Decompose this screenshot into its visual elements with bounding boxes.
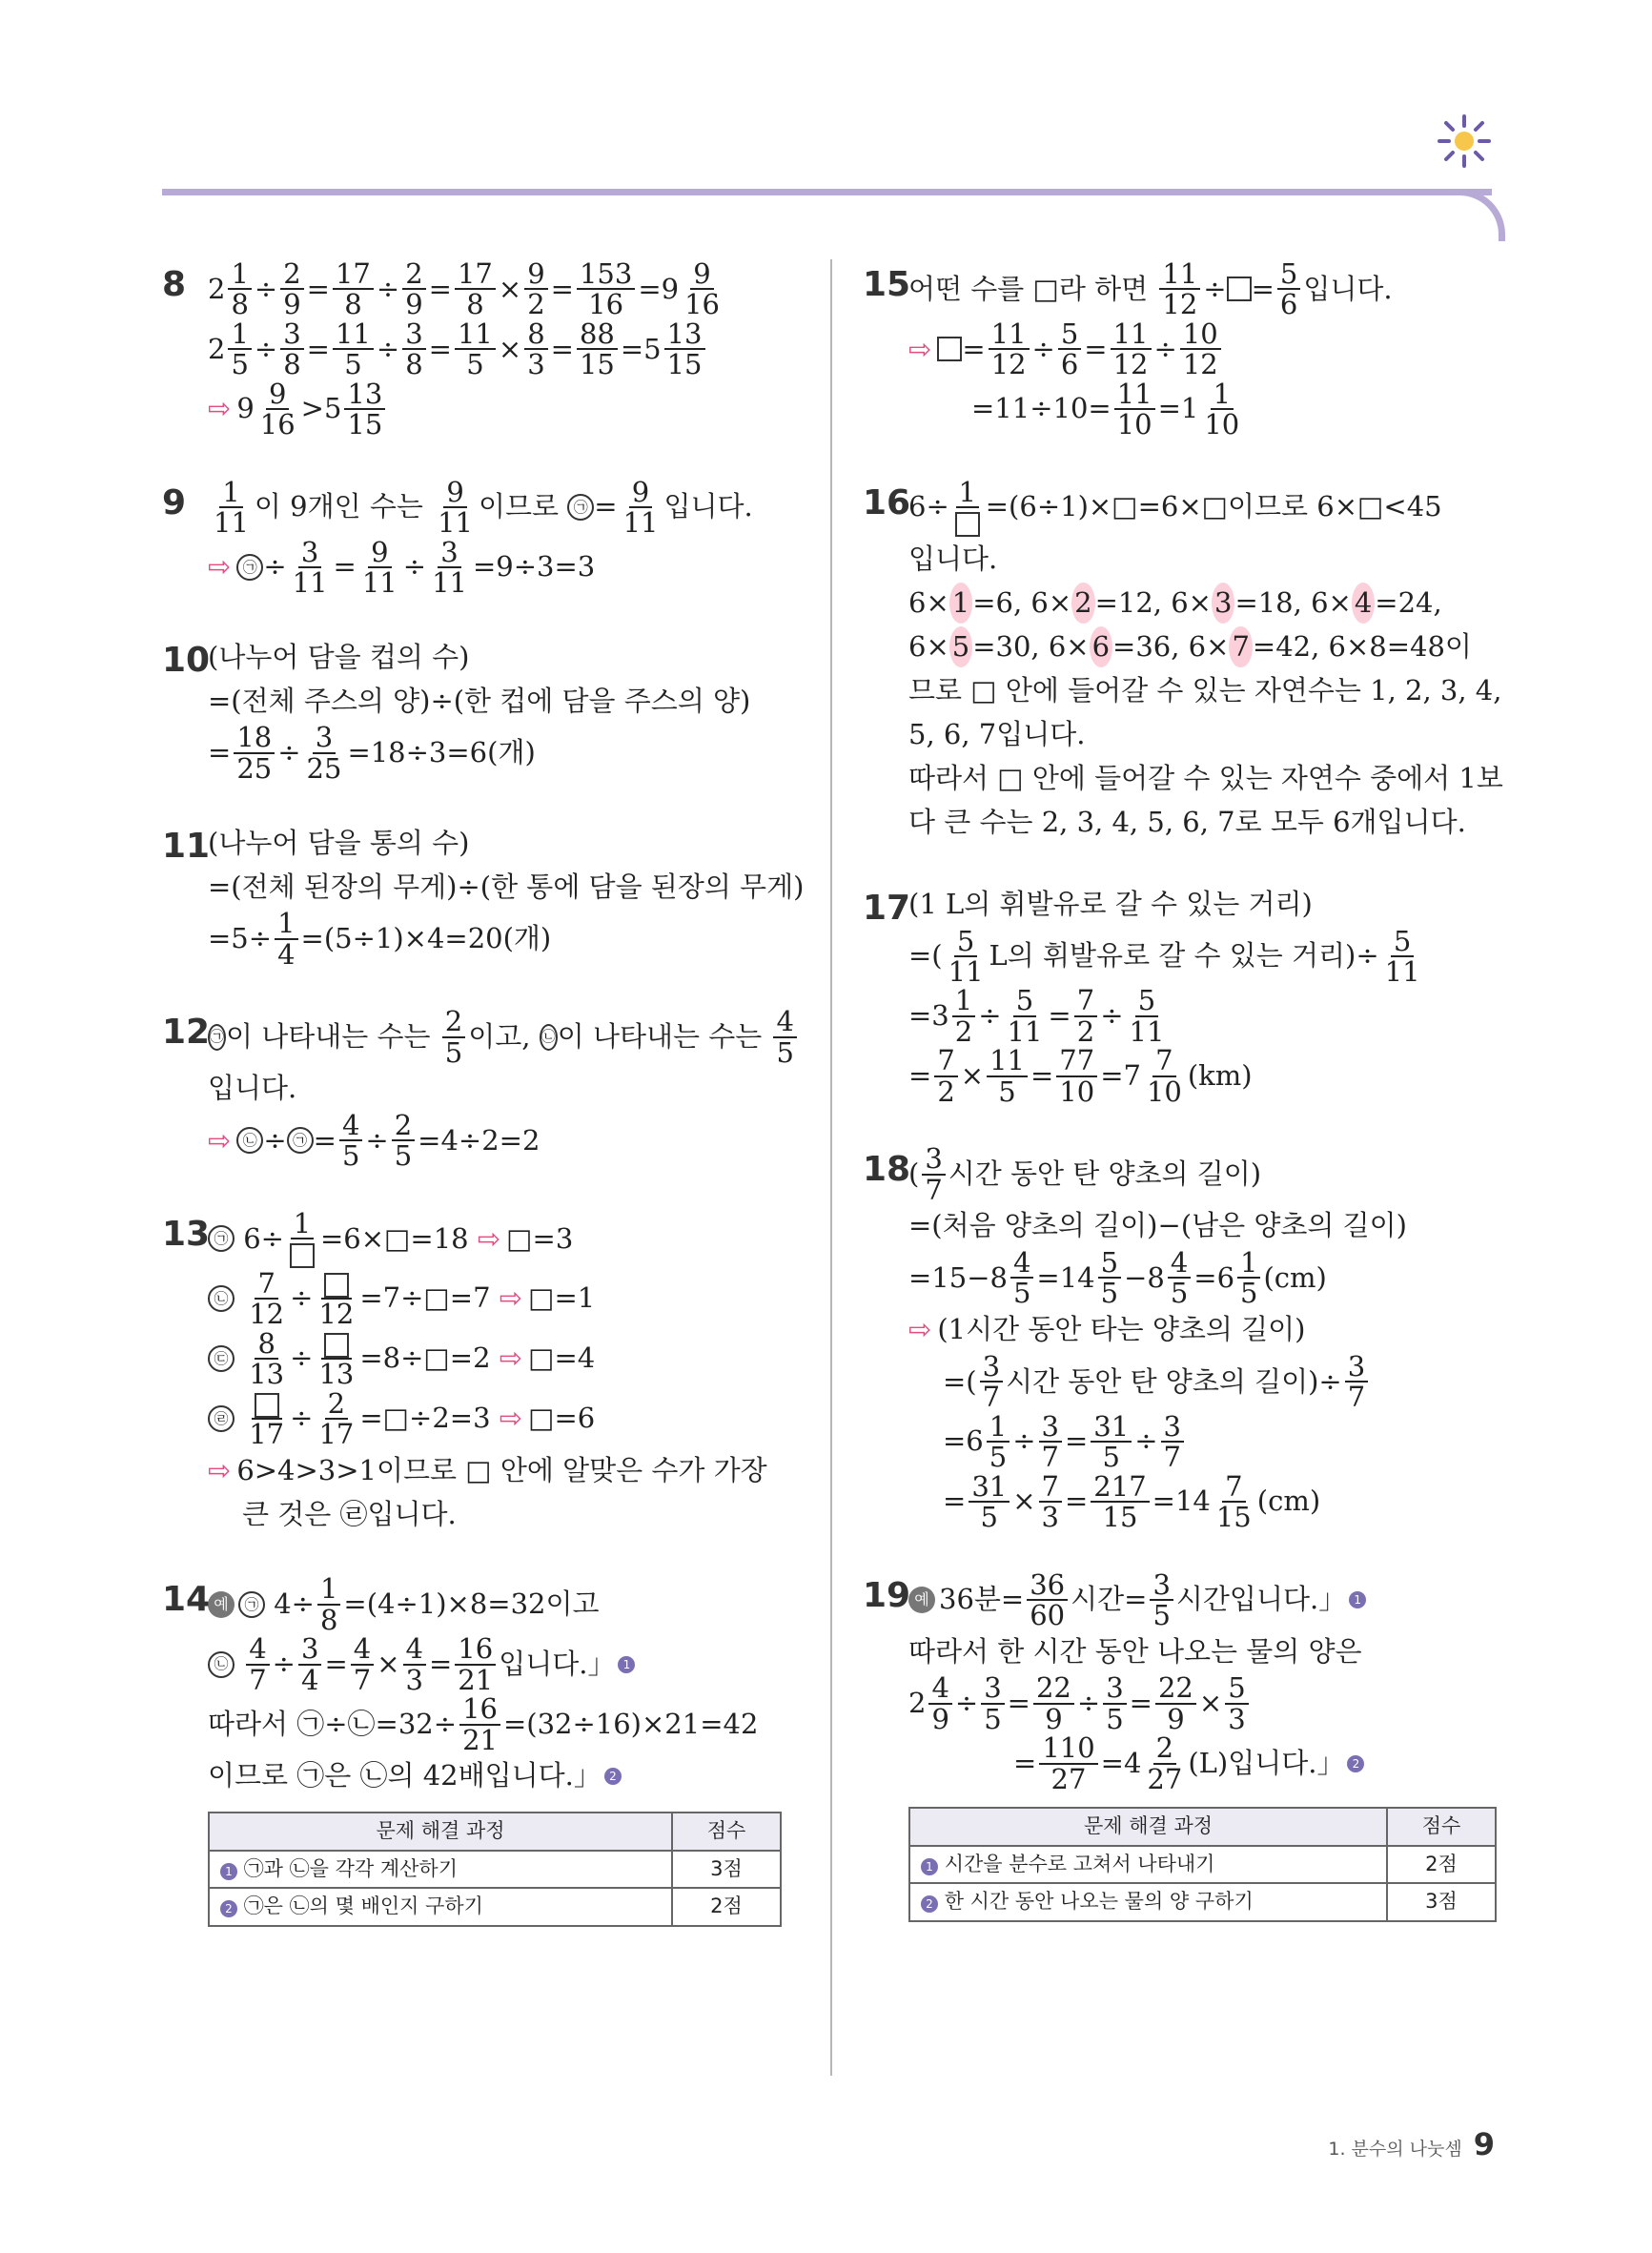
arrow-icon: ⇨ [208,550,232,584]
chapter-title: 1. 분수의 나눗셈 [1328,2139,1462,2160]
text: (cm) [1256,1485,1321,1518]
score-table [208,1812,782,1927]
text-line: 다 큰 수는 2, 3, 4, 5, 6, 7로 모두 6개입니다. [908,805,1466,838]
text-line: 입니다. [208,1072,297,1105]
answer-line: ⇨ 9 $\frac{9}{16}$ >5 $\frac{13}{15}$ [208,379,782,440]
text: (cm) [1263,1260,1327,1294]
text-line [208,1754,782,1798]
text: 이고, [468,1019,531,1053]
example-badge: 예 [908,1587,935,1613]
step-marker-1: 1 [1349,1591,1366,1608]
text-line: (나누어 담을 통의 수) [208,826,470,859]
problem-12 [162,1005,794,1173]
answer-line: ⇨ ㉡ ÷ ㉠ = $\frac{4}{5}$ ÷ $\frac{2}{5}$ =4÷2=2 [208,1109,540,1173]
math-line: =15−8 $\frac{4}{5}$ =14 $\frac{5}{5}$ −8 $\frac{4}{5}$ =6 $\frac{1}{5}$ (cm) [908,1246,1327,1310]
text: 이 나타내는 수는 [226,1019,431,1053]
text-line: 따라서 한 시간 동안 나오는 물의 양은 [908,1634,1362,1668]
answer-line: ⇨ = $\frac{11}{12}$ ÷ $\frac{5}{6}$ = $\frac{11}{12}$ ÷ $\frac{10}{12}$ [908,319,1497,379]
arrow-icon: ⇨ [908,332,932,365]
math-line: ㉠ 이 나타내는 수는 $\frac{2}{5}$ 이고, ㉡ 이 나타내는 수는 $\frac{4}{5}$ [208,1007,782,1067]
problem-19 [863,1567,1497,1922]
text: □=1 [528,1281,596,1315]
text: =8÷□=2 [359,1342,491,1375]
math-line: = $\frac{7}{2}$ × $\frac{11}{5}$ = $\frac{77}{10}$ =7 $\frac{7}{10}$ (km) [908,1044,1253,1108]
text: =6×□=18 [319,1221,469,1255]
text: 따라서 ㉠÷㉡=32÷ [208,1707,458,1740]
text: (km) [1187,1058,1253,1092]
answer-line [208,1448,782,1492]
text: =11÷10= [971,392,1112,425]
problem-number: 12 [162,1013,211,1053]
math-line: ㉠ 6÷ 1 =6×□=18 ⇨ □=3 [208,1209,782,1269]
math-line: =( $\frac{3}{7}$ 시간 동안 탄 양초의 길이 )÷ $\frac{3}{7}$ [908,1352,1497,1412]
text: 시간 동안 탄 양초의 길이 [948,1157,1251,1190]
left-column [162,257,805,1927]
text-line: 입니다. [908,542,998,575]
problem-9 [162,475,782,599]
text: □=3 [506,1221,574,1255]
problem-number: 11 [162,827,211,867]
step-marker-1: 1 [618,1656,635,1673]
text-line: =(전체 주스의 양)÷(한 컵에 담을 주스의 양) [208,684,751,717]
math-line: = $\frac{31}{5}$ × $\frac{7}{3}$ = $\frac{217}{15}$ =14 $\frac{7}{15}$ (cm) [943,1469,1321,1534]
text: 이므로 ㉠은 ㉡의 42배입니다.」 [208,1759,602,1792]
column-divider [830,259,832,2076]
text: L의 휘발유로 갈 수 있는 거리 [989,939,1346,973]
table-row: 1 시간을 분수로 고쳐서 나타내기 2점 [909,1846,1496,1884]
problem-17 [863,883,1497,1107]
score-table [908,1807,1497,1922]
text-line: (1 L의 휘발유로 갈 수 있는 거리) [908,887,1313,920]
table-row: 2 ㉠은 ㉡의 몇 배인지 구하기 2점 [209,1888,781,1926]
page-number: 9 [1473,2126,1495,2162]
math-line: 6× 5 =30, 6× 6 =36, 6× 7 =42, 6×8=48이 [908,625,1497,669]
page-footer [1328,2126,1495,2162]
problem-15 [863,259,1497,440]
problem-number: 15 [863,265,911,304]
header-rule [162,189,1492,195]
math-line: 6÷ 1 =(6÷1)×□=6×□이므로 6×□<45 [908,478,1497,538]
text-line: 5, 6, 7입니다. [908,717,1086,750]
header-rule-curve [1430,189,1505,241]
problem-14 [162,1574,782,1926]
answer-line [908,1308,1497,1352]
text: □=4 [528,1342,596,1375]
math-line: 어떤 수를 □라 하면 $\frac{11}{12}$ ÷ = $\frac{5}{6}$ 입니다. [908,257,1393,321]
problem-number: 8 [162,265,187,304]
math-line: 6× 1 =6, 6× 2 =12, 6× 3 =18, 6× 4 =24, [908,582,1497,625]
answer-line: ⇨ ㉠ ÷ $\frac{3}{11}$ = $\frac{9}{11}$ ÷ $\frac{3}{11}$ =9÷3=3 [208,535,596,599]
math-line: = $\frac{18}{25}$ ÷ $\frac{3}{25}$ =18÷3=6(개) [208,721,536,785]
text: 이므로 [479,490,560,523]
text: =(32÷16)×21=42 [502,1707,759,1740]
math-line: ㉣ 17 ÷ $\frac{2}{17}$ =□÷2=3 ⇨ □=6 [208,1389,782,1449]
text: 입니다. [1303,272,1393,305]
text-line: 따라서 □ 안에 들어갈 수 있는 자연수 중에서 1보 [908,761,1503,794]
text: 36분= [939,1583,1025,1616]
table-header: 문제 해결 과정 [209,1813,672,1851]
example-badge: 예 [208,1591,235,1618]
text: 시간입니다.」 [1175,1583,1347,1616]
table-header: 점수 [1387,1808,1496,1846]
sun-icon [1438,114,1491,168]
text: 입니다.」 [499,1647,616,1680]
text: =18÷3=6(개) [347,736,536,769]
problem-11 [162,821,805,971]
text: 입니다. [663,490,753,523]
text: =4÷2=2 [418,1123,540,1157]
problem-number: 10 [162,641,211,681]
text: (L)입니다.」 [1188,1746,1345,1779]
text: =(6÷1)×□=6×□이므로 6×□<45 [985,490,1442,523]
right-column [863,257,1503,1922]
math-line: =6 $\frac{1}{5}$ ÷ $\frac{3}{7}$ = $\frac{31}{5}$ ÷ $\frac{3}{7}$ [908,1412,1497,1472]
step-marker-2: 2 [604,1768,622,1785]
math-line: ( $\frac{3}{7}$ 시간 동안 탄 양초의 길이 ) [908,1142,1262,1206]
text: =□÷2=3 [359,1402,491,1435]
table-row: 2 한 시간 동안 나오는 물의 양 구하기 3점 [909,1883,1496,1921]
math-line: =( $\frac{5}{11}$ L의 휘발유로 갈 수 있는 거리 )÷ $\frac{5}{11}$ [908,924,1420,988]
problem-number: 9 [162,482,187,522]
math-line: ㉡ $\frac{7}{12}$ ÷ 12 =7÷□=7 ⇨ □=1 [208,1269,782,1329]
problem-16 [863,475,1503,845]
problem-number: 17 [863,888,911,928]
math-line: 2 $\frac{1}{5}$ ÷ $\frac{3}{8}$ = $\frac{11}{5}$ ÷ $\frac{3}{8}$ = $\frac{11}{5}$ × $\frac{8}{3}$ = $\frac{88}{15}$ =5 $\frac{13}{15}$ [208,319,782,379]
text: 이 나타내는 수는 [557,1019,763,1053]
text: 시간= [1071,1583,1148,1616]
problem-number: 16 [863,482,911,522]
arrow-icon: ⇨ [208,1123,232,1157]
math-line: = $\frac{110}{27}$ =4 $\frac{2}{27}$ (L)입니다.」 2 [908,1733,1497,1793]
arrow-icon: ⇨ [208,1453,232,1486]
problem-number: 13 [162,1214,211,1254]
math-line: =11÷10= $\frac{11}{10}$ =1 $\frac{1}{10}$ [971,377,1240,441]
arrow-icon: ⇨ [208,392,232,425]
text: 어떤 수를 □라 하면 [908,272,1149,305]
arrow-icon: ⇨ [908,1313,932,1346]
table-row: 1 ㉠과 ㉡을 각각 계산하기 3점 [209,1851,781,1889]
math-line: =5÷ $\frac{1}{4}$ =(5÷1)×4=20(개) [208,907,552,971]
text-line: 므로 □ 안에 들어갈 수 있는 자연수는 1, 2, 3, 4, [908,673,1502,707]
text: 시간 동안 탄 양초의 길이 [1006,1364,1309,1398]
text-line: =(처음 양초의 길이)−(남은 양초의 길이) [908,1209,1407,1242]
text: =(5÷1)×4=20(개) [300,921,552,954]
problem-13 [162,1206,782,1537]
math-line: ㉢ $\frac{8}{13}$ ÷ 13 =8÷□=2 ⇨ □=4 [208,1329,782,1389]
text: (1시간 동안 타는 양초의 길이) [937,1313,1306,1346]
text-line: 큰 것은 ㉣입니다. [242,1497,457,1530]
problem-18 [863,1142,1497,1534]
math-line: ㉡ $\frac{4}{7}$ ÷ $\frac{3}{4}$ = $\frac{4}{7}$ × $\frac{4}{3}$ = $\frac{16}{21}$ 입니다.」 1 [208,1634,782,1694]
text: =7÷□=7 [359,1281,491,1315]
text: 6>4>3>1이므로 □ 안에 알맞은 수가 가장 [236,1453,767,1486]
math-line: 2 $\frac{1}{8}$ ÷ $\frac{2}{9}$ = $\frac{17}{8}$ ÷ $\frac{2}{9}$ = $\frac{17}{8}$ × $\frac{9}{2}$ = $\frac{153}{16}$ =9 $\frac{9}{16}$ [208,257,720,321]
step-marker-2: 2 [1347,1755,1364,1772]
math-line: 따라서 ㉠÷㉡=32÷ $\frac{16}{21}$ =(32÷16)×21=42 [208,1692,759,1756]
text-line: =(전체 된장의 무게)÷(한 통에 담을 된장의 무게) [208,870,805,903]
math-line: 예 ㉠ 4÷ $\frac{1}{8}$ =(4÷1)×8=32이고 [208,1574,782,1634]
problem-8 [162,259,782,440]
problem-number: 19 [863,1575,911,1615]
math-line: 2 $\frac{4}{9}$ ÷ $\frac{3}{5}$ = $\frac{22}{9}$ ÷ $\frac{3}{5}$ = $\frac{22}{9}$ × $\frac{5}{3}$ [908,1673,1497,1733]
text: □=6 [528,1402,596,1435]
problem-number: 18 [863,1150,911,1190]
table-header: 점수 [672,1813,781,1851]
math-line: 예 36분= $\frac{36}{60}$ 시간= $\frac{3}{5}$ 시간입니다.」 1 [908,1570,1497,1630]
math-line: =3 $\frac{1}{2}$ ÷ $\frac{5}{11}$ = $\frac{7}{2}$ ÷ $\frac{5}{11}$ [908,984,1165,1048]
text: =(4÷1)×8=32이고 [343,1587,600,1621]
math-line: $\frac{1}{11}$ 이 9개인 수는 $\frac{9}{11}$ 이므로 ㉠ = $\frac{9}{11}$ 입니다. [214,475,753,540]
text: 이 9개인 수는 [254,490,423,523]
problem-10 [162,635,782,783]
problem-number: 14 [162,1580,211,1620]
table-header: 문제 해결 과정 [909,1808,1387,1846]
text-line: (나누어 담을 컵의 수) [208,640,470,673]
